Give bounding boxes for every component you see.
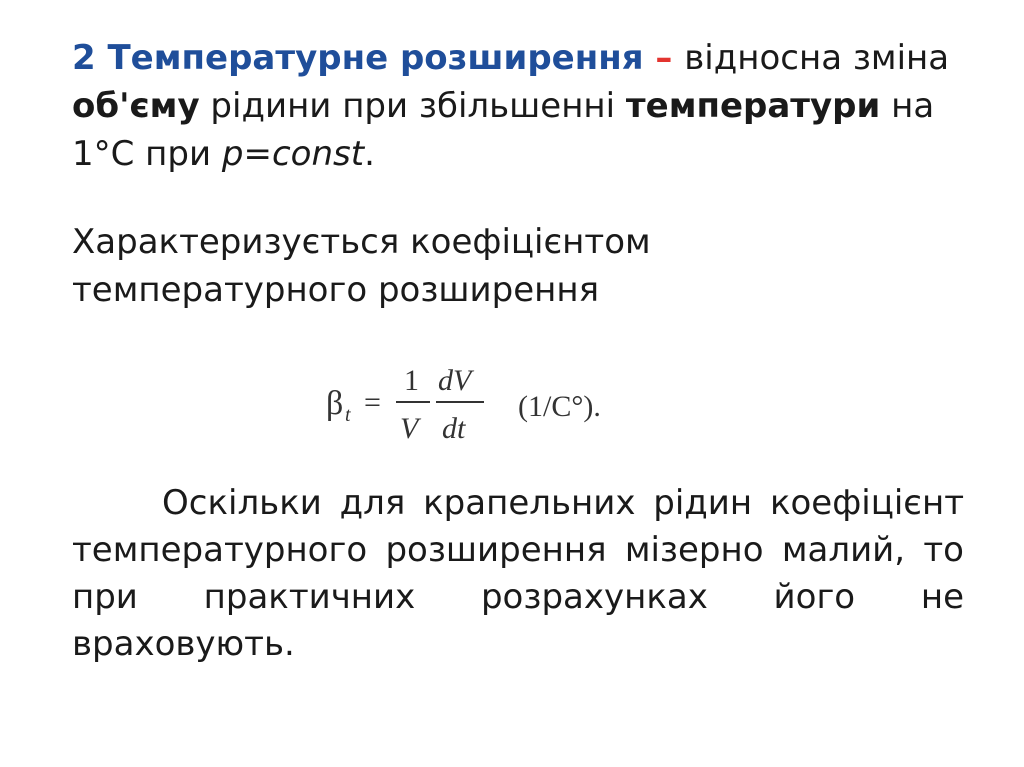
- formula-denominator-v: V: [400, 412, 419, 445]
- definition-text-d: .: [364, 134, 375, 174]
- conclusion-text: Оскільки для крапельних рідин коефіцієнт температурного розширення мізерно малий, то при практичних розрахунках його не враховують.: [72, 483, 964, 664]
- definition-text-b: рідини при збільшенні: [199, 86, 626, 126]
- definition-italic-condition: p=const: [221, 134, 365, 174]
- definition-text-a: відносна зміна: [684, 38, 950, 78]
- definition-paragraph: [72, 34, 952, 178]
- formula-beta: β: [326, 385, 344, 422]
- definition-bold-volume: об'єму: [72, 86, 200, 126]
- formula-denominator-dt: dt: [442, 412, 466, 445]
- formula-subscript-t: t: [345, 404, 351, 426]
- conclusion-paragraph: [72, 480, 964, 668]
- formula-numerator-dv: dV: [438, 364, 472, 397]
- formula-unit: (1/C°).: [518, 390, 601, 423]
- definition-text-c: на 1°С при: [72, 86, 935, 174]
- heading-dash: –: [643, 38, 685, 78]
- definition-bold-temperature: температури: [625, 86, 881, 126]
- characterization-paragraph: Характеризується коефіцієнтом температурного розширення: [72, 222, 651, 310]
- expansion-coefficient-formula: [318, 340, 678, 460]
- section-heading: 2 Температурне розширення: [72, 38, 644, 78]
- formula-numerator-one: 1: [404, 364, 419, 397]
- formula-equals: =: [364, 386, 381, 419]
